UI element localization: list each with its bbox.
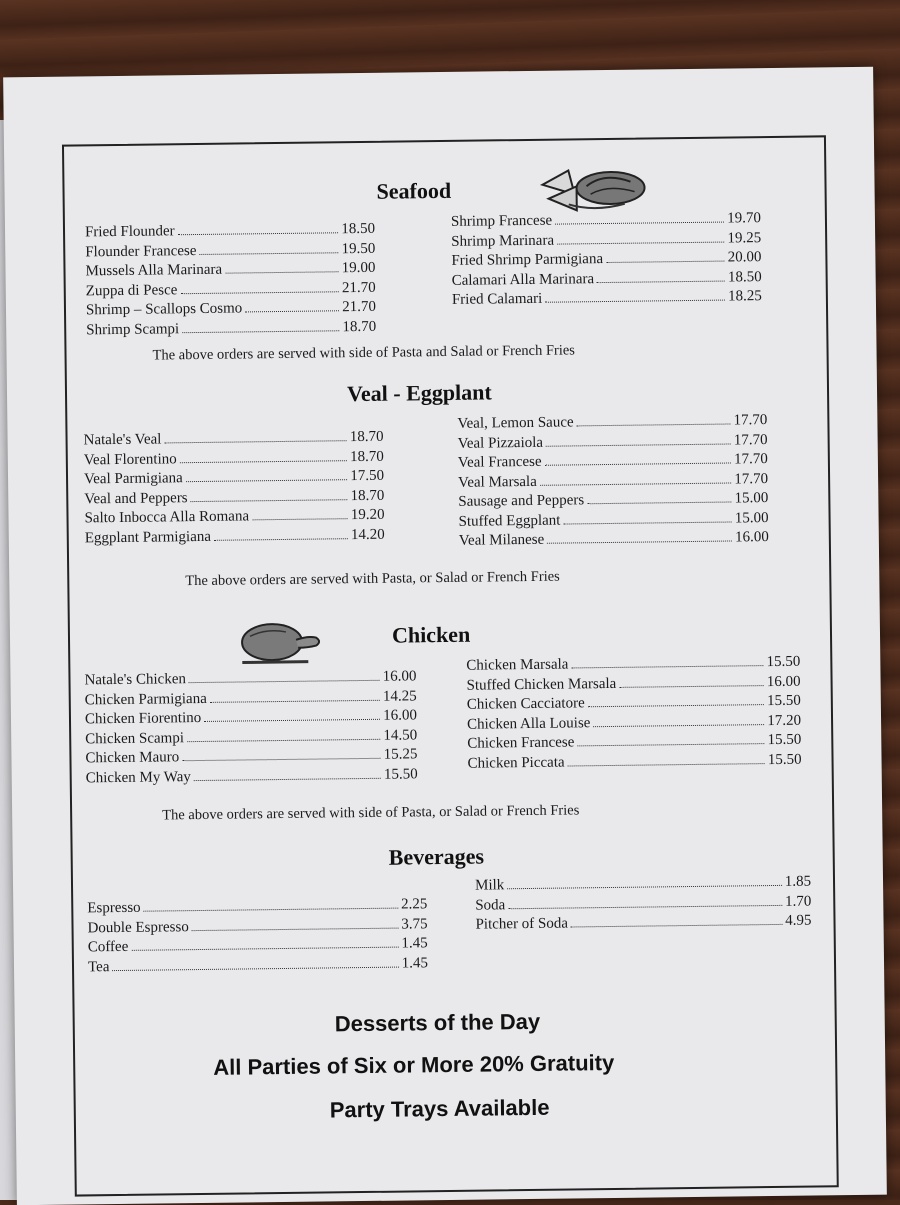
item-price: 17.70 [733,431,768,448]
item-price: 17.70 [733,412,768,429]
item-name: Espresso [87,899,141,917]
item-name: Veal Francese [457,453,542,471]
item-name: Fried Calamari [451,290,543,308]
menu-page [3,67,887,1205]
item-name: Double Espresso [87,918,189,936]
item-price: 17.70 [734,451,768,468]
item-price: 15.00 [734,509,769,526]
item-name: Chicken Mauro [85,749,180,767]
item-name: Chicken Francese [467,734,575,752]
item-price: 17.50 [350,467,385,485]
menu-item [452,288,762,311]
item-name: Chicken Piccata [467,754,565,772]
item-price: 17.20 [767,712,802,729]
item-price: 21.70 [342,298,377,316]
veal-heading: Veal - Eggplant [346,379,492,407]
menu-item [86,318,376,341]
item-name: Veal Marsala [458,473,537,491]
item-name: Shrimp Francese [450,212,553,230]
item-price: 15.50 [383,765,418,783]
item-name: Salto Inbocca Alla Romana [84,508,250,527]
item-name: Tea [87,958,110,975]
item-name: Chicken Fiorentino [84,709,202,728]
seafood-right-list [451,210,762,311]
item-price: 1.70 [784,893,812,910]
item-price: 18.70 [350,487,385,504]
item-name: Shrimp Scampi [86,320,180,338]
menu-item [85,526,385,549]
item-name: Chicken Alla Louise [466,714,591,733]
item-price: 18.50 [727,268,762,286]
item-price: 18.70 [342,318,377,335]
item-name: Eggplant Parmigiana [84,528,212,546]
chicken-note: The above orders are served with side of Pasta, or Salad or French Fries [162,802,580,824]
chicken-heading: Chicken [391,621,471,648]
item-name: Chicken Cacciatore [466,695,585,713]
item-name: Coffee [87,938,129,956]
seafood-note: The above orders are served with side of Pasta and Salad or French Fries [152,342,576,364]
item-price: 19.00 [341,259,376,277]
item-name: Shrimp – Scallops Cosmo [85,300,243,319]
shrimp-lemon-icon [534,163,650,214]
item-name: Soda [475,896,506,914]
roast-chicken-icon [236,617,327,668]
item-price: 15.50 [766,692,801,710]
gratuity-notice: All Parties of Six or More 20% Gratuity [213,1049,615,1080]
item-price: 15.25 [383,746,418,763]
item-name: Veal and Peppers [84,489,188,507]
item-name: Stuffed Eggplant [458,512,561,530]
item-name: Calamari Alla Marinara [451,270,595,289]
item-price: 15.00 [734,490,769,507]
item-name: Pitcher of Soda [475,915,569,933]
item-price: 19.70 [727,210,762,227]
item-name: Veal Parmigiana [83,470,183,488]
desserts-notice: Desserts of the Day [334,1008,541,1037]
item-name: Fried Shrimp Parmigiana [451,251,604,269]
item-price: 3.75 [401,915,428,933]
item-price: 19.50 [341,240,376,257]
item-price: 19.25 [727,229,762,247]
item-price: 15.50 [767,731,802,749]
veal-note: The above orders are served with Pasta, or Salad or French Fries [185,568,560,590]
item-name: Zuppa di Pesce [85,281,178,299]
item-name: Chicken Parmigiana [84,690,207,708]
item-price: 17.70 [734,470,769,487]
menu-item [459,529,769,552]
veal-right-list [457,412,769,552]
menu-item [86,766,418,790]
item-price: 15.50 [767,751,802,768]
menu-item [88,955,428,979]
item-price: 16.00 [382,668,417,685]
item-name: Flounder Francese [85,242,197,260]
item-name: Chicken Scampi [85,729,185,747]
item-price: 18.70 [349,428,384,446]
item-name: Veal, Lemon Sauce [457,414,574,432]
item-name: Shrimp Marinara [451,232,555,250]
menu-item [475,913,811,937]
item-name: Chicken Marsala [466,656,569,674]
item-price: 2.25 [400,896,428,913]
item-price: 18.70 [349,448,384,465]
chicken-left-list [84,668,417,789]
item-name: Chicken My Way [85,768,191,786]
item-price: 15.50 [766,653,801,671]
seafood-left-list [85,221,376,342]
item-name: Mussels Alla Marinara [85,261,223,280]
item-name: Fried Flounder [84,223,175,241]
item-price: 16.00 [734,529,769,546]
beverages-heading: Beverages [388,843,485,870]
item-price: 1.85 [784,873,812,890]
item-price: 18.50 [341,220,376,238]
chicken-right-list [466,654,801,775]
item-price: 14.20 [350,526,385,543]
beverages-left-list [87,896,428,978]
item-price: 1.45 [401,935,428,952]
veal-left-list [83,429,384,550]
item-price: 14.25 [382,687,417,705]
item-price: 21.70 [341,279,376,296]
item-price: 16.00 [766,673,801,690]
item-name: Veal Milanese [458,531,545,549]
menu-item [467,751,801,775]
item-price: 20.00 [727,249,762,266]
beverages-right-list [475,874,812,937]
seafood-heading: Seafood [376,177,452,204]
item-name: Veal Florentino [83,450,177,468]
item-price: 4.95 [785,912,812,929]
party-trays-notice: Party Trays Available [329,1094,550,1123]
item-name: Stuffed Chicken Marsala [466,675,617,694]
item-price: 14.50 [383,726,418,744]
item-price: 19.20 [350,506,385,524]
item-name: Natale's Chicken [84,671,187,689]
item-name: Veal Pizzaiola [457,434,544,452]
item-price: 1.45 [401,954,429,972]
item-name: Sausage and Peppers [458,492,585,510]
item-name: Milk [474,877,505,894]
item-price: 18.25 [728,288,762,305]
item-price: 16.00 [383,707,418,724]
item-name: Natale's Veal [83,431,162,449]
